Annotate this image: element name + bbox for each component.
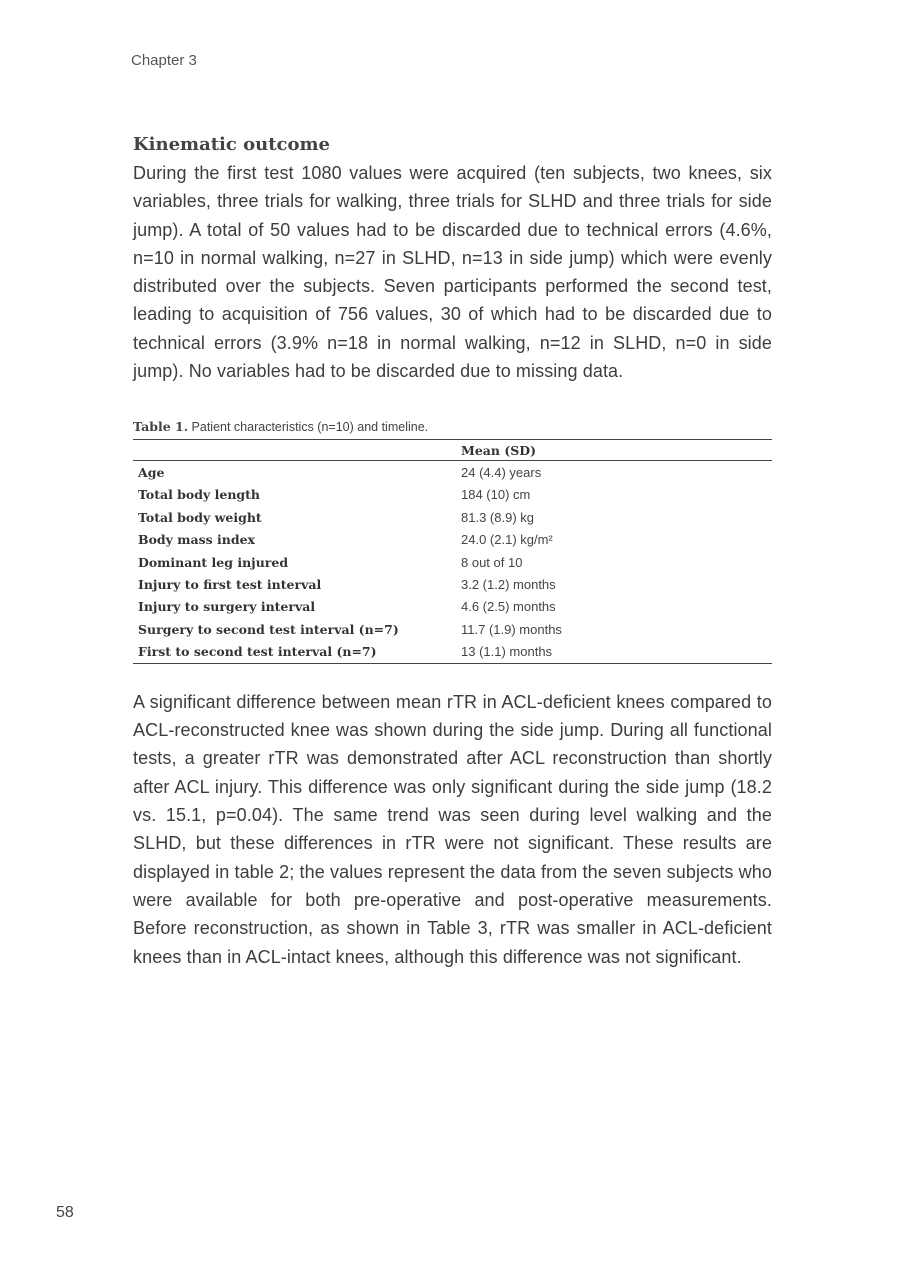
row-label: Total body weight <box>138 509 262 525</box>
row-value: 24.0 (2.1) kg/m² <box>461 532 553 548</box>
table-row <box>133 461 772 484</box>
table-1 <box>133 419 772 664</box>
row-value: 24 (4.4) years <box>461 465 542 481</box>
row-value: 3.2 (1.2) months <box>461 577 556 593</box>
table-row <box>133 573 772 595</box>
body-paragraph-1: During the first test 1080 values were acquired (ten subjects, two knees, six variables, three trials for walking, three trials for SLHD and three trials for side jump). A total of 50 values had to be discarded due to technical errors (4.6%, n=10 in normal walking, n=27 in SLHD, n=13 in side jump) which were evenly distributed over the subjects. Seven participants performed the second test, leading to acquisition of 756 values, 30 of which had to be discarded due to technical errors (3.9% n=18 in normal walking, n=12 in SLHD, n=0 in side jump). No variables had to be discarded due to missing data. <box>133 163 772 382</box>
row-value: 4.6 (2.5) months <box>461 599 556 615</box>
table-row <box>133 529 772 551</box>
row-label: Total body length <box>138 487 261 503</box>
row-value: 184 (10) cm <box>461 487 531 503</box>
row-label: Body mass index <box>138 532 255 548</box>
body-paragraph-2: A significant difference between mean rTR in ACL-deficient knees compared to ACL-reconstructed knee was shown during the side jump. During all functional tests, a greater rTR was demonstrated after ACL reconstruction than shortly after ACL injury. This difference was only significant during the side jump (18.2 vs. 15.1, p=0.04). The same trend was seen during level walking and the SLHD, but these differences in rTR were not significant. These results are displayed in table 2; the values represent the data from the seven subjects who were available for both pre-operative and post-operative measurements. Before reconstruction, as shown in Table 3, rTR was smaller in ACL-deficient knees than in ACL-intact knees, although this difference was not significant. <box>133 691 772 967</box>
row-label: Dominant leg injured <box>138 554 289 570</box>
row-value: 8 out of 10 <box>461 554 523 570</box>
patient-characteristics-table <box>133 439 772 664</box>
table-row <box>133 641 772 664</box>
running-header: Chapter 3 <box>131 52 197 69</box>
table-header-row <box>133 440 772 461</box>
row-label: Surgery to second test interval (n=7) <box>138 621 399 637</box>
row-value: 81.3 (8.9) kg <box>461 509 534 525</box>
row-value: 11.7 (1.9) months <box>461 621 562 637</box>
table-row <box>133 551 772 573</box>
section-heading: Kinematic outcome <box>133 134 330 155</box>
table-caption-text: Patient characteristics (n=10) and timeline. <box>191 420 429 435</box>
table-caption-label: Table 1. <box>133 419 189 435</box>
table-row <box>133 484 772 506</box>
row-label: Injury to first test interval <box>138 577 322 593</box>
table-header-cell-label <box>133 440 456 461</box>
row-label: Injury to surgery interval <box>138 599 316 615</box>
page-number: 58 <box>56 1204 74 1221</box>
row-value: 13 (1.1) months <box>461 644 553 660</box>
row-label: First to second test interval (n=7) <box>138 644 377 660</box>
main-content <box>133 132 772 971</box>
table-row <box>133 596 772 618</box>
table-header-cell-mean-sd: Mean (SD) <box>456 440 772 461</box>
row-label: Age <box>138 465 165 481</box>
table-row <box>133 618 772 640</box>
table-caption <box>133 419 772 434</box>
table-row <box>133 506 772 528</box>
